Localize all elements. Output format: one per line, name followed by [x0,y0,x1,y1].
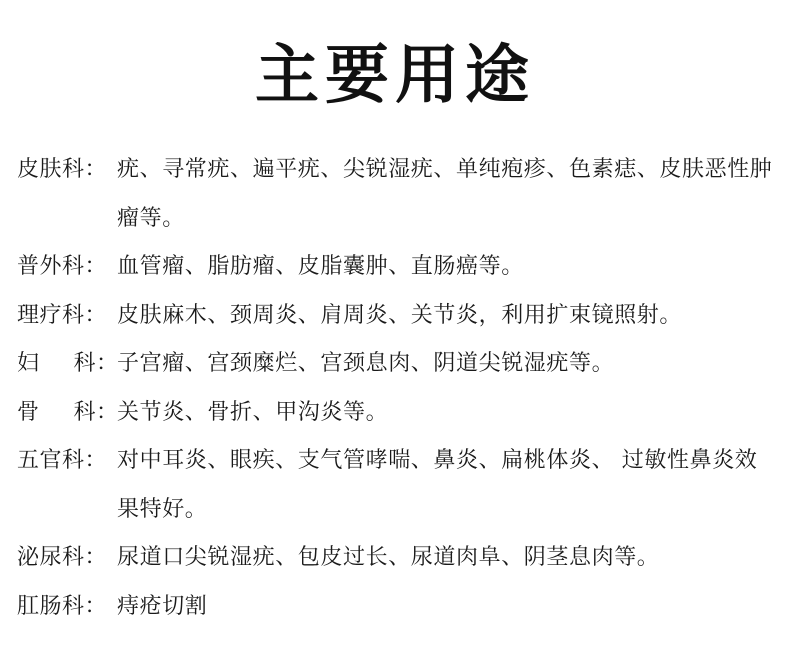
entry-content: 关节炎、骨折、甲沟炎等。 [117,399,389,425]
entry-content: 尿道口尖锐湿疣、包皮过长、尿道肉阜、阴茎息肉等。 [117,545,660,570]
entry-label [17,340,117,389]
entry-content: 对中耳炎、眼疾、支气管哮喘、鼻炎、扁桃体炎、 过敏性鼻炎效果特好。 [117,448,758,522]
list-item-urology [17,534,777,583]
page-title: 主要用途 [255,39,535,113]
entry-label-rest: 科： [73,399,119,425]
entry-content: 皮肤麻木、颈周炎、肩周炎、关节炎，利用扩束镜照射。 [117,302,683,328]
list-item-general-surgery [17,243,777,292]
entry-content: 子宫瘤、宫颈糜烂、宫颈息肉、阴道尖锐湿疣等。 [117,351,615,376]
list-item-gynecology [17,340,777,389]
entry-label: 泌尿科： [17,545,108,570]
entry-label: 肛肠科： [17,593,108,619]
entry-label: 普外科： [17,254,108,279]
usage-list [17,146,777,631]
entry-label [17,389,117,438]
entry-content: 疣、寻常疣、遍平疣、尖锐湿疣、单纯疱疹、色素痣、皮肤恶性肿瘤等。 [117,157,773,231]
entry-label-first: 骨 [17,399,40,425]
entry-content: 痔疮切割 [117,593,208,619]
list-item-physiotherapy [17,292,777,341]
list-item-proctology [17,583,777,632]
entry-content: 血管瘤、脂肪瘤、皮脂囊肿、直肠癌等。 [117,254,524,279]
entry-label-first: 妇 [17,351,40,376]
entry-label: 五官科： [17,448,108,473]
entry-label-rest: 科： [73,351,119,376]
list-item-ent [17,437,777,534]
entry-label: 皮肤科： [17,157,108,182]
list-item-dermatology [17,146,777,243]
list-item-orthopedics [17,389,777,438]
entry-label: 理疗科： [17,302,108,328]
